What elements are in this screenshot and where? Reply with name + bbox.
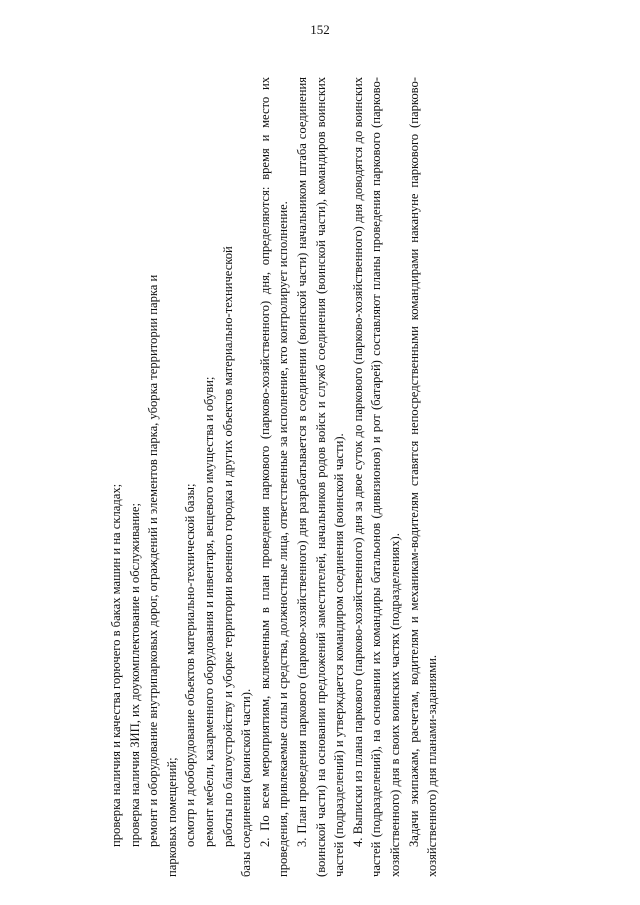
rotated-text-block [107, 77, 467, 877]
paragraph-2: 2. По всем мероприятиям, включенным в план проведения паркового (парково-хозяйственного) дня, определяются: время и место их проведения, привлекаемые силы и средства, должностные лица, ответственные за исполнение, кто контролирует исполнение. [257, 77, 291, 877]
paragraph-3: 3. План проведения паркового (парково-хозяйственного) дня разрабатывается в соединении (воинской части) начальником штаба соединения (воинской части) на основании предложений заместителей, начальников родов войск и служб соединения (воинской части), командиров воинских частей (подразделений) и утверждается командиром соединения (воинской части). [294, 77, 347, 877]
list-item-fuel-check: проверка наличия и качества горючего в баках машин и на складах; [109, 483, 123, 847]
list-item-spare-parts-check: проверка наличия ЗИП, их доукомплектование и обслуживание; [127, 502, 142, 847]
paragraph-5: Задачи экипажам, расчетам, водителям и механикам-водителям ставятся непосредственными командирами накануне паркового (парково-хозяйственного) дня планами-заданиями. [406, 77, 440, 877]
list-item-base-inspection: осмотр и дооборудование объектов материально-технической базы; [183, 483, 198, 847]
list-item-furniture-repair: ремонт мебели, казарменного оборудования и инвентаря, вещевого имущества и обуви; [201, 376, 216, 847]
list-item-territory-works-continued: базы соединения (воинской части). [239, 688, 254, 877]
list-item-territory-works: работы по благоустройству и уборке территории военного городка и других объектов материально-технической [220, 246, 235, 847]
list-item-roads-repair-continued: парковых помещений; [164, 757, 179, 877]
page-number: 152 [310, 22, 330, 37]
list-item-roads-repair: ремонт и оборудование внутрипарковых дорог, ограждений и элементов парка, уборка территории парка и [146, 274, 161, 847]
paragraph-4: 4. Выписки из плана паркового (парково-хозяйственного) дня за двое суток до паркового (парково-хозяйственного) дня доводятся до воинских частей (подразделений), на основании их командиры батальонов (дивизионов) и рот (батарей) составляют планы проведения паркового (парково-хозяйственного) дня в своих воинских частях (подразделениях). [350, 77, 402, 877]
